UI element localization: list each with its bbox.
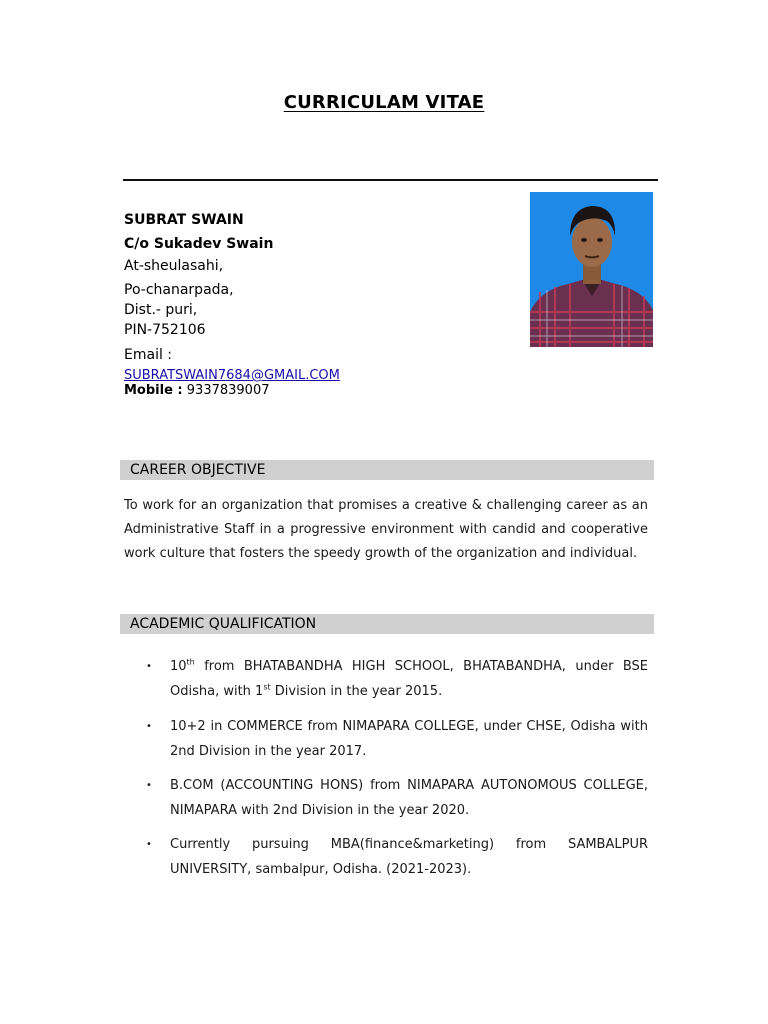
title-divider	[123, 179, 658, 181]
section-header-career-objective: CAREER OBJECTIVE	[120, 460, 654, 480]
document-title: CURRICULAM VITAE	[283, 92, 485, 113]
candidate-name: SUBRAT SWAIN	[124, 212, 244, 228]
care-of-line: C/o Sukadev Swain	[124, 236, 274, 252]
email-label: Email :	[124, 347, 173, 363]
address-line: Dist.- puri,	[124, 302, 198, 318]
bullet-icon: •	[146, 721, 152, 732]
bullet-icon: •	[146, 839, 152, 850]
address-line: At-sheulasahi,	[124, 258, 224, 274]
email-link[interactable]: SUBRATSWAIN7684@GMAIL.COM	[124, 368, 340, 383]
section-header-academic-qualification: ACADEMIC QUALIFICATION	[120, 614, 654, 634]
list-item-text: Currently pursuing MBA(finance&marketing) from SAMBALPUR UNIVERSITY, sambalpur, Odisha. (2021-2023).	[170, 837, 648, 877]
list-item-text: 10+2 in COMMERCE from NIMAPARA COLLEGE, under CHSE, Odisha with 2nd Division in the year 2017.	[170, 719, 648, 759]
career-objective-text: To work for an organization that promises a creative & challenging career as an Administrative Staff in a progressive environment with candid and cooperative work culture that fosters the speedy growth of the organization and individual.	[124, 498, 648, 561]
list-item-text: 10th from BHATABANDHA HIGH SCHOOL, BHATABANDHA, under BSE Odisha, with 1st Division in the year 2015.	[170, 657, 648, 699]
mobile-label: Mobile :	[124, 383, 183, 398]
address-line: PIN-752106	[124, 322, 206, 338]
bullet-icon: •	[146, 780, 152, 791]
mobile-number: 9337839007	[186, 383, 270, 398]
profile-photo	[530, 192, 653, 347]
list-item-text: B.COM (ACCOUNTING HONS) from NIMAPARA AUTONOMOUS COLLEGE, NIMAPARA with 2nd Division in the year 2020.	[170, 778, 648, 818]
bullet-icon: •	[146, 661, 152, 672]
mobile-line	[124, 383, 270, 398]
address-line: Po-chanarpada,	[124, 282, 234, 298]
